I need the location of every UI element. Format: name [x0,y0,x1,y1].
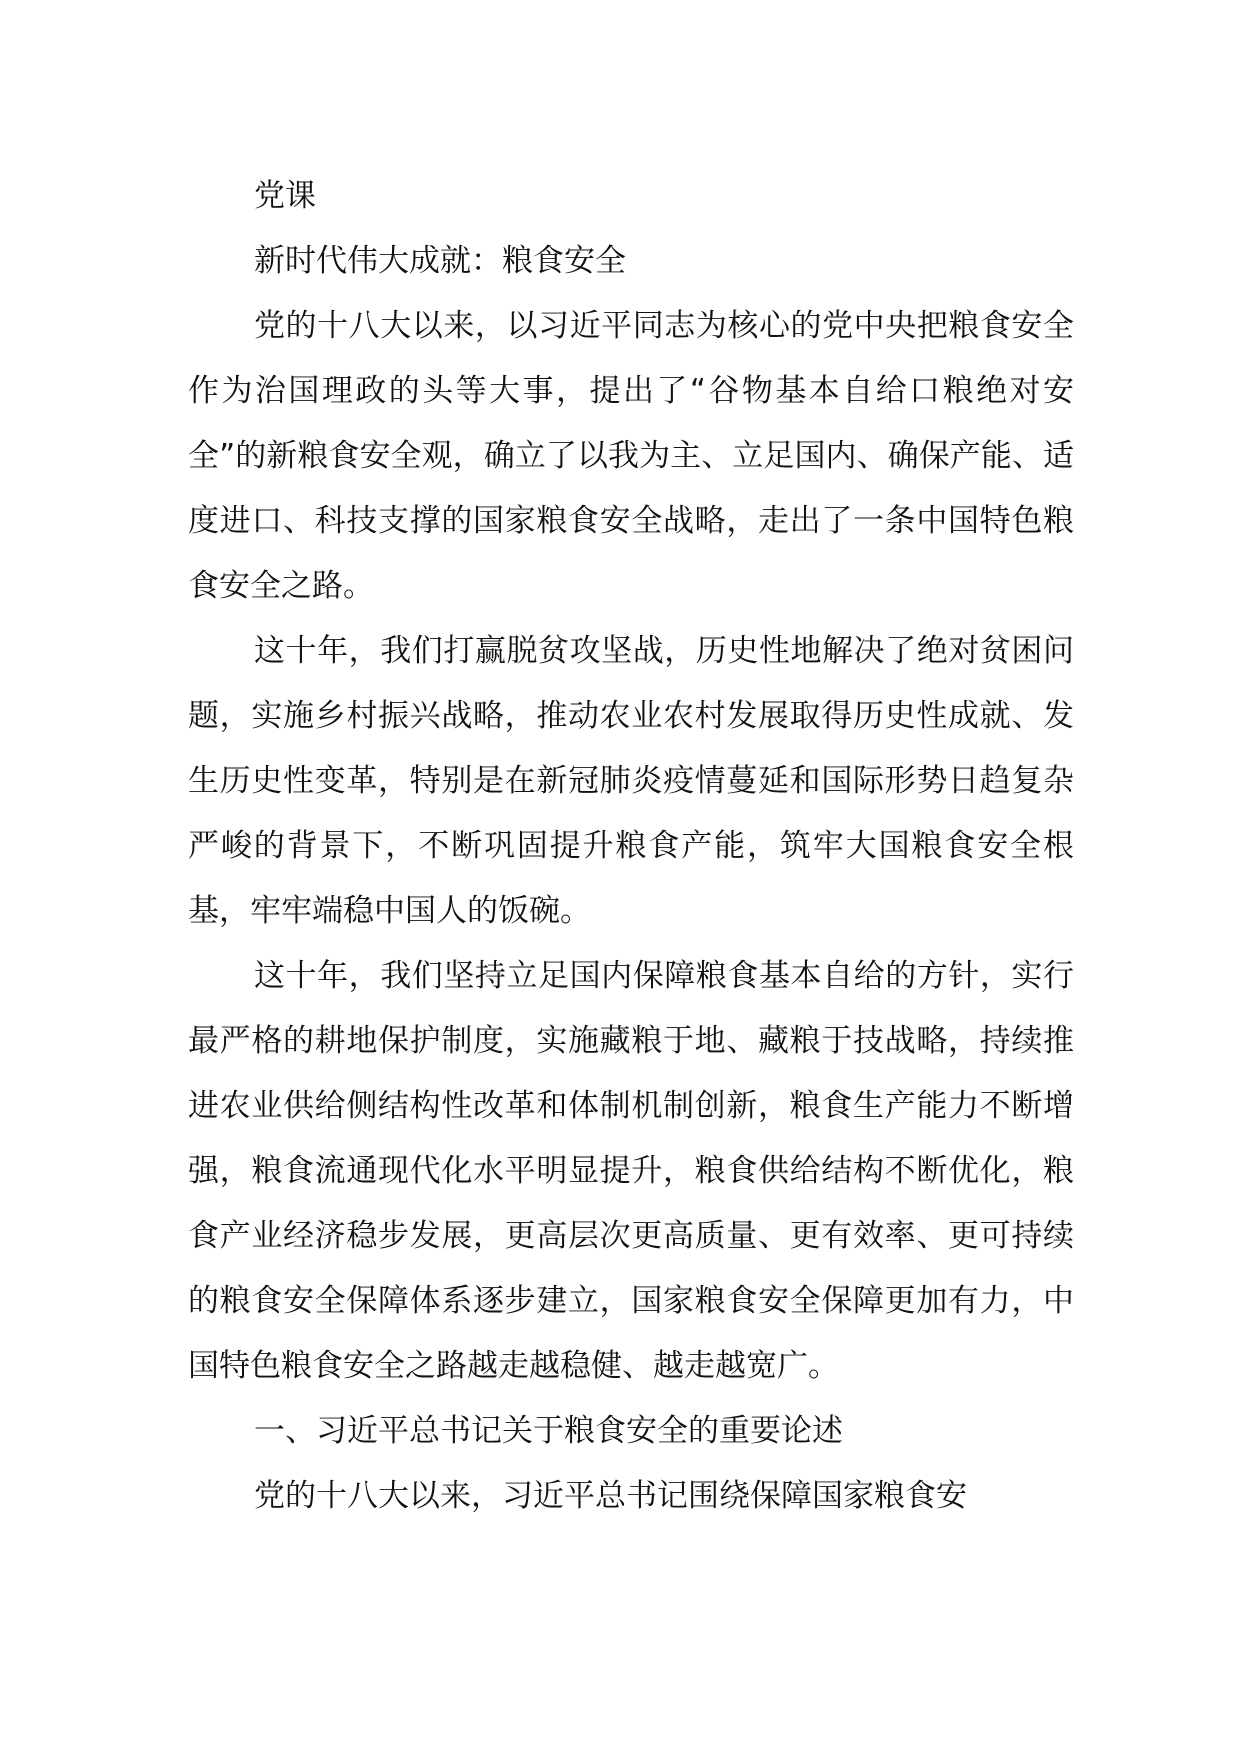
section-heading: 一、习近平总书记关于粮食安全的重要论述 [254,1413,843,1449]
document-title: 新时代伟大成就：粮食安全 [254,243,626,279]
paragraph: 这十年，我们打赢脱贫攻坚战，历史性地解决了绝对贫困问题，实施乡村振兴战略，推动农业农村发展取得历史性成就、发生历史性变革，特别是在新冠肺炎疫情蔓延和国际形势日趋复杂严峻的背景下，不断巩固提升粮食产能，筑牢大国粮食安全根基，牢牢端稳中国人的饭碗。 [188,633,1074,929]
document-label: 党课 [254,178,316,214]
paragraph: 这十年，我们坚持立足国内保障粮食基本自给的方针，实行最严格的耕地保护制度，实施藏粮于地、藏粮于技战略，持续推进农业供给侧结构性改革和体制机制创新，粮食生产能力不断增强，粮食流通现代化水平明显提升，粮食供给结构不断优化，粮食产业经济稳步发展，更高层次更高质量、更有效率、更可持续的粮食安全保障体系逐步建立，国家粮食安全保障更加有力，中国特色粮食安全之路越走越稳健、越走越宽广。 [188,958,1074,1384]
paragraph: 党的十八大以来，以习近平同志为核心的党中央把粮食安全作为治国理政的头等大事，提出了“谷物基本自给口粮绝对安全”的新粮食安全观，确立了以我为主、立足国内、确保产能、适度进口、科技支撑的国家粮食安全战略，走出了一条中国特色粮食安全之路。 [188,308,1074,604]
paragraph: 党的十八大以来，习近平总书记围绕保障国家粮食安 [254,1478,967,1514]
document-body [188,164,1074,1529]
